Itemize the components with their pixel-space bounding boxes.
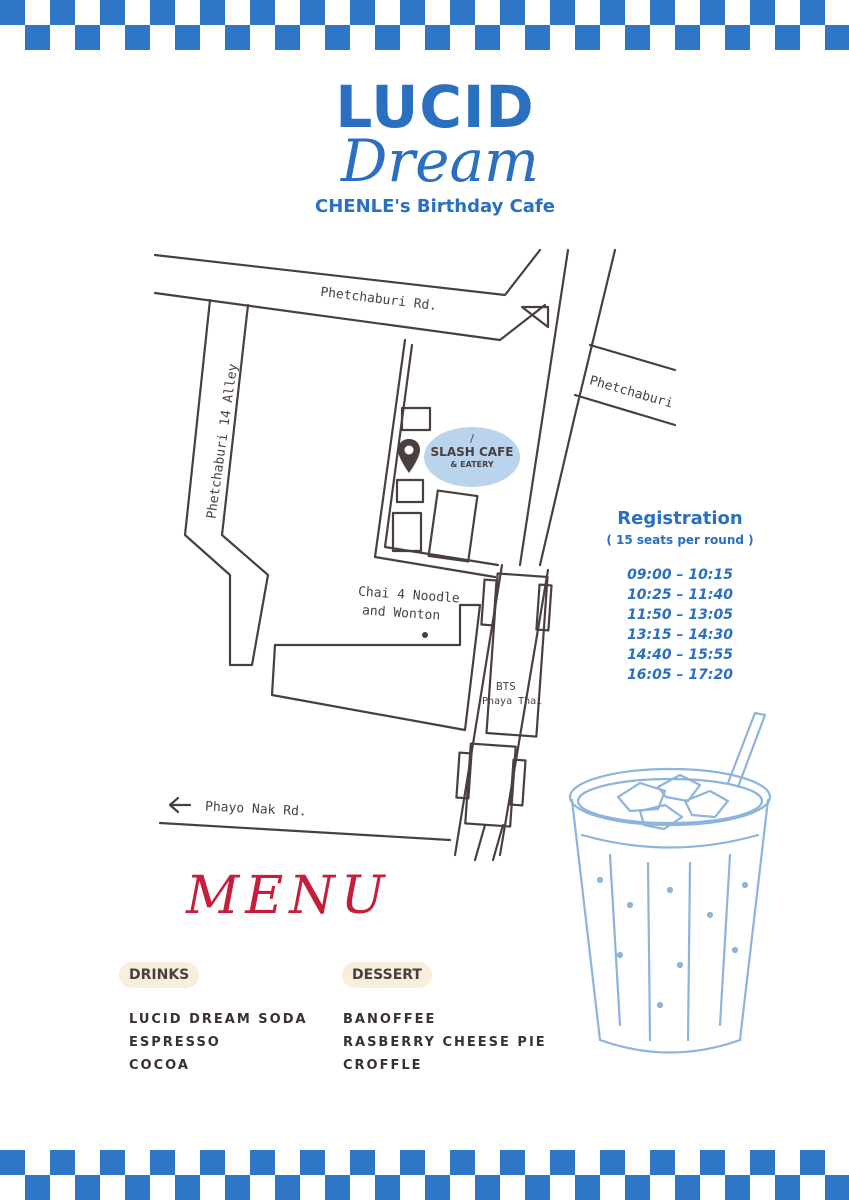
checker-square <box>225 25 250 50</box>
cafe-subname: & EATERY <box>450 460 494 469</box>
noodle-shop-dot <box>422 632 428 638</box>
checker-square <box>800 0 825 25</box>
checker-square <box>600 1150 625 1175</box>
checker-square <box>650 0 675 25</box>
checker-square <box>375 25 400 50</box>
checker-square <box>425 25 450 50</box>
building-small-3 <box>393 513 421 551</box>
triangle-icon <box>522 307 548 327</box>
registration-title: Registration <box>617 508 743 529</box>
checker-square <box>625 1175 650 1200</box>
checker-square <box>825 1175 849 1200</box>
label-noodle-line1: Chai 4 Noodle <box>357 584 461 607</box>
road-main-left <box>520 250 568 565</box>
checker-square <box>425 1175 450 1200</box>
building-small-1 <box>402 408 430 430</box>
registration-seats: ( 15 seats per round ) <box>606 533 754 547</box>
checker-square <box>100 1150 125 1175</box>
menu-item: BANOFFEE <box>343 1012 437 1027</box>
checker-square <box>200 0 225 25</box>
checker-square <box>350 0 375 25</box>
checker-square <box>250 1150 275 1175</box>
round-time: 13:15 – 14:30 <box>627 627 733 643</box>
checker-square <box>650 1150 675 1175</box>
menu-title: MENU <box>186 866 391 926</box>
label-noodle-line2: and Wonton <box>361 603 441 624</box>
map-pin-icon <box>397 438 421 474</box>
checker-square <box>750 1150 775 1175</box>
label-phetchaburi: Phetchaburi <box>587 373 675 412</box>
bts-track-right <box>500 570 548 855</box>
checker-square <box>600 0 625 25</box>
label-phayo-nak: Phayo Nak Rd. <box>204 799 308 820</box>
checker-square <box>100 0 125 25</box>
checker-square <box>275 25 300 50</box>
checker-square <box>375 1175 400 1200</box>
checker-square <box>500 0 525 25</box>
logo-lucid-text: LUCID <box>335 73 535 141</box>
checker-square <box>750 0 775 25</box>
checker-square <box>125 1175 150 1200</box>
checker-square <box>150 0 175 25</box>
checker-square <box>475 1175 500 1200</box>
cafe-slash-mark: / <box>470 432 474 445</box>
checker-square <box>450 1150 475 1175</box>
menu-item: ESPRESSO <box>129 1035 221 1050</box>
checker-square <box>725 25 750 50</box>
building-large <box>429 491 478 562</box>
label-alley: Phetchaburi 14 Alley <box>204 362 242 520</box>
checker-square <box>175 25 200 50</box>
checker-square <box>500 1150 525 1175</box>
checker-square <box>150 1150 175 1175</box>
checker-square <box>75 1175 100 1200</box>
bts-track-mid-1 <box>475 825 485 860</box>
building-small-2 <box>397 480 423 502</box>
label-phetchaburi-rd: Phetchaburi Rd. <box>319 284 438 315</box>
checker-square <box>75 25 100 50</box>
checker-square <box>200 1150 225 1175</box>
checker-square <box>675 25 700 50</box>
registration-rounds <box>590 565 770 685</box>
checker-square <box>575 25 600 50</box>
checker-square <box>525 25 550 50</box>
round-time: 11:50 – 13:05 <box>627 607 733 623</box>
checker-square <box>675 1175 700 1200</box>
menu-item: CROFFLE <box>343 1058 423 1073</box>
road-phetchaburi-right-top <box>590 345 675 370</box>
checker-square <box>400 1150 425 1175</box>
checker-square <box>700 1150 725 1175</box>
alley-left-edge <box>185 300 268 665</box>
event-logo <box>280 73 590 228</box>
event-subtitle: CHENLE's Birthday Cafe <box>315 196 555 217</box>
road-phayo-nak <box>160 823 450 840</box>
checker-square <box>350 1150 375 1175</box>
checker-square <box>25 1175 50 1200</box>
checker-square <box>550 1150 575 1175</box>
bts-platform-left-1 <box>481 580 496 626</box>
checker-square <box>700 0 725 25</box>
cafe-name: SLASH CAFE <box>430 445 514 459</box>
menu-item: COCOA <box>129 1058 190 1073</box>
logo-dream-script: Dream <box>340 127 540 195</box>
round-time: 14:40 – 15:55 <box>627 647 733 663</box>
checker-square <box>775 1175 800 1200</box>
checker-square <box>175 1175 200 1200</box>
menu-item: RASBERRY CHEESE PIE <box>343 1035 547 1050</box>
arrow-left-icon <box>170 798 190 812</box>
drinks-list <box>129 1008 308 1077</box>
round-time: 09:00 – 10:15 <box>627 567 733 583</box>
checker-square <box>300 1150 325 1175</box>
bts-station-lower <box>465 744 515 827</box>
checker-square <box>525 1175 550 1200</box>
road-lower-block <box>272 605 480 730</box>
checker-square <box>800 1150 825 1175</box>
label-bts: BTS <box>496 680 516 693</box>
checker-square <box>725 1175 750 1200</box>
checker-square <box>775 25 800 50</box>
checker-square <box>450 0 475 25</box>
checker-square <box>825 25 849 50</box>
drinks-category-pill: DRINKS <box>119 962 199 988</box>
checker-square <box>550 0 575 25</box>
menu-item: LUCID DREAM SODA <box>129 1012 308 1027</box>
iced-drink-glass-icon <box>560 705 780 1075</box>
checker-square <box>400 0 425 25</box>
checker-square <box>625 25 650 50</box>
checker-square <box>50 0 75 25</box>
label-phaya-thai: Phaya Thai <box>482 696 543 707</box>
checker-square <box>575 1175 600 1200</box>
checker-square <box>0 1150 25 1175</box>
dessert-category-pill: DESSERT <box>342 962 432 988</box>
checker-square <box>325 25 350 50</box>
checker-square <box>225 1175 250 1200</box>
checker-square <box>300 0 325 25</box>
checker-square <box>250 0 275 25</box>
checker-square <box>0 0 25 25</box>
checker-square <box>50 1150 75 1175</box>
registration-panel <box>590 508 770 685</box>
cafe-location-bubble <box>424 427 520 487</box>
checker-square <box>275 1175 300 1200</box>
round-time: 16:05 – 17:20 <box>627 667 733 683</box>
round-time: 10:25 – 11:40 <box>627 587 733 603</box>
dessert-list <box>343 1008 547 1077</box>
checker-square <box>325 1175 350 1200</box>
checker-square <box>125 25 150 50</box>
checker-border-top <box>0 0 849 50</box>
checker-square <box>25 25 50 50</box>
checker-square <box>475 25 500 50</box>
checker-border-bottom <box>0 1150 849 1200</box>
